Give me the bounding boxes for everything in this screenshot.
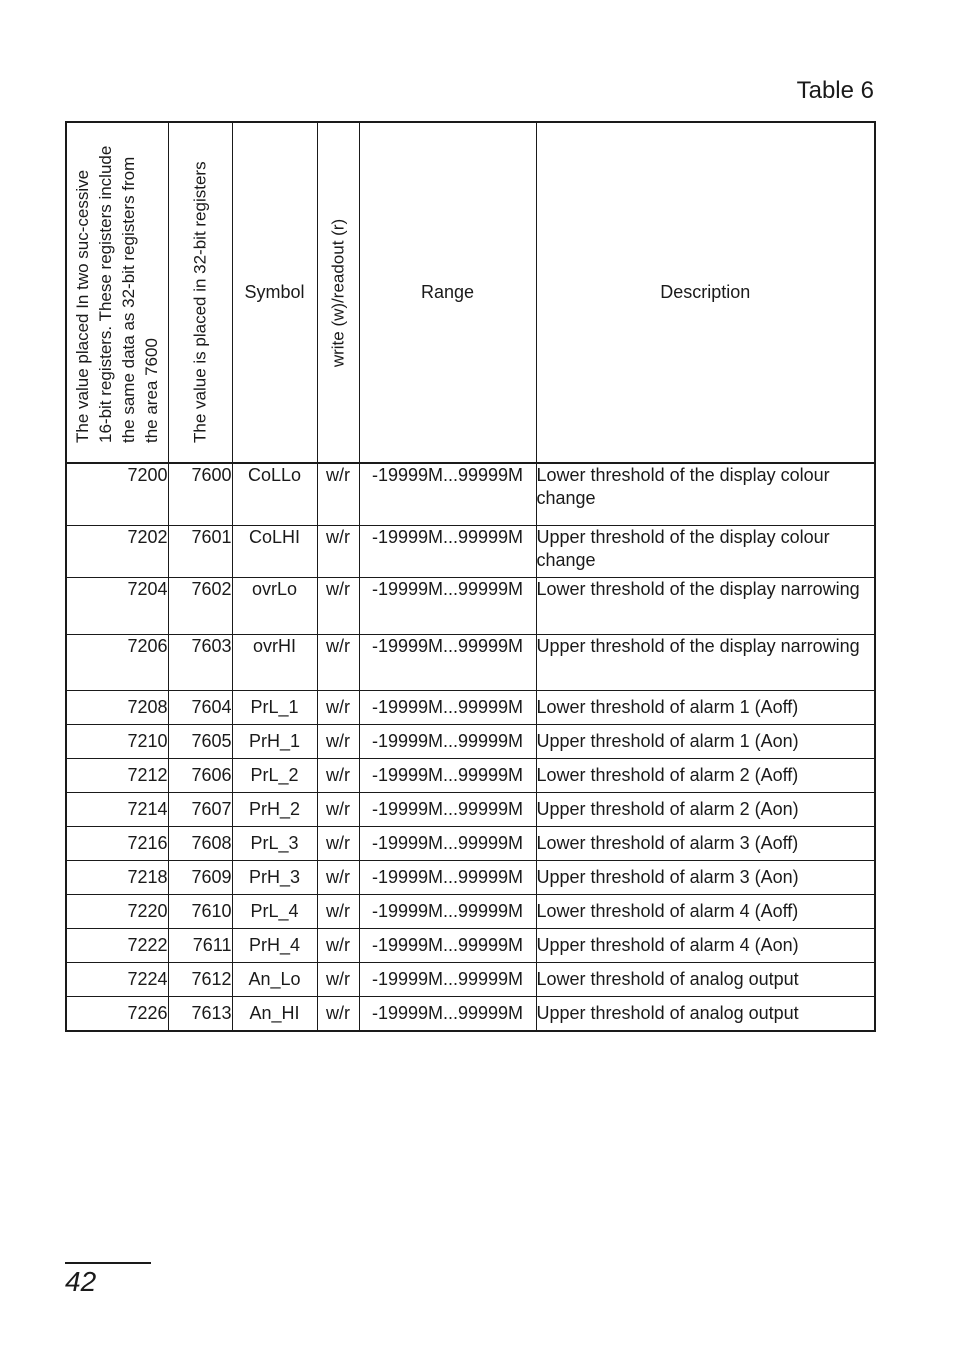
cell-symbol: PrL_2 xyxy=(232,758,317,792)
cell-16bit-register: 7218 xyxy=(66,860,168,894)
cell-range: -19999M...99999M xyxy=(359,690,536,724)
cell-16bit-register: 7206 xyxy=(66,634,168,690)
cell-32bit-register: 7606 xyxy=(168,758,232,792)
cell-access: w/r xyxy=(317,792,359,826)
cell-32bit-register: 7610 xyxy=(168,894,232,928)
cell-description: Lower threshold of alarm 1 (Aoff) xyxy=(536,690,875,724)
cell-description: Lower threshold of the display narrowing xyxy=(536,577,875,634)
cell-description: Lower threshold of analog output xyxy=(536,962,875,996)
cell-16bit-register: 7214 xyxy=(66,792,168,826)
cell-range: -19999M...99999M xyxy=(359,758,536,792)
cell-description: Upper threshold of the display narrowing xyxy=(536,634,875,690)
cell-description: Upper threshold of alarm 2 (Aon) xyxy=(536,792,875,826)
cell-access: w/r xyxy=(317,577,359,634)
cell-description: Upper threshold of analog output xyxy=(536,996,875,1031)
cell-symbol: An_HI xyxy=(232,996,317,1031)
cell-description: Lower threshold of alarm 3 (Aoff) xyxy=(536,826,875,860)
header-16bit-text: The value placed In two suc-cessive 16-bit registers. These registers include the same data as 32-bit registers from the area 7600 xyxy=(73,145,162,443)
table-header-row xyxy=(66,122,875,463)
cell-symbol: CoLLo xyxy=(232,463,317,525)
header-32bit-registers xyxy=(168,122,232,463)
table-row xyxy=(66,860,875,894)
cell-access: w/r xyxy=(317,758,359,792)
cell-32bit-register: 7605 xyxy=(168,724,232,758)
cell-symbol: ovrLo xyxy=(232,577,317,634)
cell-access: w/r xyxy=(317,634,359,690)
cell-access: w/r xyxy=(317,463,359,525)
cell-range: -19999M...99999M xyxy=(359,826,536,860)
cell-16bit-register: 7208 xyxy=(66,690,168,724)
header-description: Description xyxy=(536,122,875,463)
cell-32bit-register: 7601 xyxy=(168,525,232,577)
cell-32bit-register: 7611 xyxy=(168,928,232,962)
cell-32bit-register: 7609 xyxy=(168,860,232,894)
cell-symbol: PrH_2 xyxy=(232,792,317,826)
cell-access: w/r xyxy=(317,860,359,894)
cell-32bit-register: 7603 xyxy=(168,634,232,690)
cell-symbol: PrL_4 xyxy=(232,894,317,928)
header-access xyxy=(317,122,359,463)
cell-description: Upper threshold of the display colour change xyxy=(536,525,875,577)
cell-range: -19999M...99999M xyxy=(359,860,536,894)
cell-16bit-register: 7212 xyxy=(66,758,168,792)
table-row xyxy=(66,826,875,860)
cell-description: Upper threshold of alarm 3 (Aon) xyxy=(536,860,875,894)
cell-16bit-register: 7200 xyxy=(66,463,168,525)
header-32bit-text: The value is placed in 32-bit registers xyxy=(190,160,210,443)
cell-range: -19999M...99999M xyxy=(359,792,536,826)
cell-range: -19999M...99999M xyxy=(359,962,536,996)
cell-range: -19999M...99999M xyxy=(359,577,536,634)
register-table xyxy=(65,121,876,1032)
table-row xyxy=(66,577,875,634)
cell-symbol: CoLHI xyxy=(232,525,317,577)
cell-16bit-register: 7216 xyxy=(66,826,168,860)
table-row xyxy=(66,894,875,928)
header-16bit-registers xyxy=(66,122,168,463)
cell-32bit-register: 7604 xyxy=(168,690,232,724)
cell-16bit-register: 7202 xyxy=(66,525,168,577)
cell-32bit-register: 7607 xyxy=(168,792,232,826)
table-row xyxy=(66,962,875,996)
table-row xyxy=(66,634,875,690)
cell-description: Lower threshold of the display colour change xyxy=(536,463,875,525)
cell-description: Lower threshold of alarm 4 (Aoff) xyxy=(536,894,875,928)
cell-access: w/r xyxy=(317,962,359,996)
cell-access: w/r xyxy=(317,690,359,724)
table-row xyxy=(66,525,875,577)
table-row xyxy=(66,792,875,826)
header-access-text: write (w)/readout (r) xyxy=(328,218,348,367)
cell-symbol: ovrHI xyxy=(232,634,317,690)
cell-description: Upper threshold of alarm 4 (Aon) xyxy=(536,928,875,962)
cell-32bit-register: 7608 xyxy=(168,826,232,860)
cell-access: w/r xyxy=(317,996,359,1031)
table-row xyxy=(66,724,875,758)
table-row xyxy=(66,463,875,525)
table-row xyxy=(66,690,875,724)
cell-access: w/r xyxy=(317,724,359,758)
cell-symbol: PrL_1 xyxy=(232,690,317,724)
header-symbol: Symbol xyxy=(232,122,317,463)
table-row xyxy=(66,928,875,962)
cell-16bit-register: 7226 xyxy=(66,996,168,1031)
cell-32bit-register: 7600 xyxy=(168,463,232,525)
cell-16bit-register: 7204 xyxy=(66,577,168,634)
cell-16bit-register: 7220 xyxy=(66,894,168,928)
cell-range: -19999M...99999M xyxy=(359,634,536,690)
cell-range: -19999M...99999M xyxy=(359,996,536,1031)
cell-access: w/r xyxy=(317,894,359,928)
cell-range: -19999M...99999M xyxy=(359,894,536,928)
cell-range: -19999M...99999M xyxy=(359,928,536,962)
cell-symbol: PrH_4 xyxy=(232,928,317,962)
cell-range: -19999M...99999M xyxy=(359,724,536,758)
cell-32bit-register: 7612 xyxy=(168,962,232,996)
cell-description: Upper threshold of alarm 1 (Aon) xyxy=(536,724,875,758)
page-number: 42 xyxy=(65,1266,97,1297)
cell-symbol: PrH_1 xyxy=(232,724,317,758)
header-range: Range xyxy=(359,122,536,463)
table-caption: Table 6 xyxy=(796,77,874,104)
cell-range: -19999M...99999M xyxy=(359,525,536,577)
cell-access: w/r xyxy=(317,826,359,860)
cell-symbol: PrL_3 xyxy=(232,826,317,860)
cell-range: -19999M...99999M xyxy=(359,463,536,525)
cell-description: Lower threshold of alarm 2 (Aoff) xyxy=(536,758,875,792)
table-row xyxy=(66,996,875,1031)
cell-32bit-register: 7613 xyxy=(168,996,232,1031)
cell-symbol: An_Lo xyxy=(232,962,317,996)
cell-16bit-register: 7222 xyxy=(66,928,168,962)
table-body xyxy=(66,463,875,1031)
cell-symbol: PrH_3 xyxy=(232,860,317,894)
cell-access: w/r xyxy=(317,525,359,577)
cell-access: w/r xyxy=(317,928,359,962)
cell-16bit-register: 7224 xyxy=(66,962,168,996)
cell-16bit-register: 7210 xyxy=(66,724,168,758)
cell-32bit-register: 7602 xyxy=(168,577,232,634)
table-row xyxy=(66,758,875,792)
